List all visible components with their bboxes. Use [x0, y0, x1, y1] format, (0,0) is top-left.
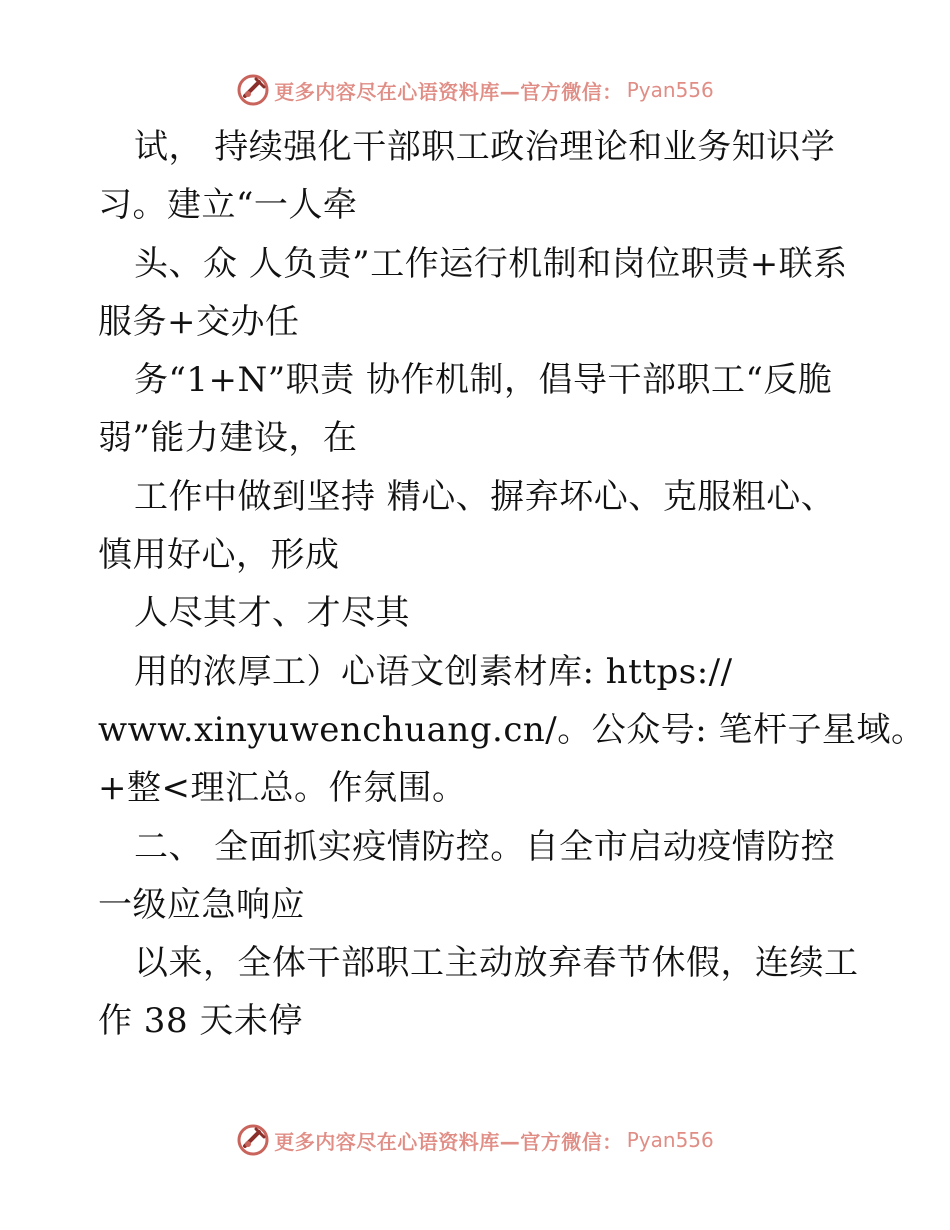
watermark-text: 更多内容尽在心语资料库—官方微信：	[274, 1129, 623, 1154]
watermark-text: 更多内容尽在心语资料库—官方微信：	[274, 79, 623, 104]
text-line: 服务+交办任	[98, 301, 300, 342]
watermark-contact: Pyan556	[626, 78, 714, 102]
text-line: +整<理汇总。作氛围。	[98, 768, 467, 809]
watermark-contact: Pyan556	[626, 1128, 714, 1152]
text-line: 用的浓厚工）心语文创素材库: https://	[134, 651, 733, 692]
watermark-banner-bottom	[0, 1120, 950, 1160]
text-line: 人尽其才、才尽其	[134, 593, 410, 634]
text-line: 务“1+N”职责 协作机制，倡导干部职工“反脆	[134, 360, 833, 401]
text-line: 头、众 人负责”工作运行机制和岗位职责+联系	[134, 243, 848, 284]
text-line: 习。建立“一人牵	[98, 185, 358, 226]
text-line: 弱”能力建设，在	[98, 418, 358, 459]
text-line: 试， 持续强化干部职工政治理论和业务知识学	[134, 127, 836, 167]
text-line: 一级应急响应	[98, 884, 305, 925]
text-line: 工作中做到坚持 精心、摒弃坏心、克服粗心、	[134, 476, 836, 517]
text-line: 二、 全面抓实疫情防控。自全市启动疫情防控	[134, 826, 836, 867]
text-line: 以来，全体干部职工主动放弃春节休假，连续工	[134, 943, 859, 984]
seal-logo-icon	[236, 1123, 270, 1157]
watermark-banner-top	[0, 70, 950, 110]
text-line: www.xinyuwenchuang.cn/。公众号: 笔杆子星域。	[98, 709, 926, 750]
document-body	[98, 118, 926, 1051]
text-line: 作 38 天未停	[98, 1001, 303, 1042]
seal-logo-icon	[236, 73, 270, 107]
text-line: 慎用好心，形成	[98, 535, 340, 576]
